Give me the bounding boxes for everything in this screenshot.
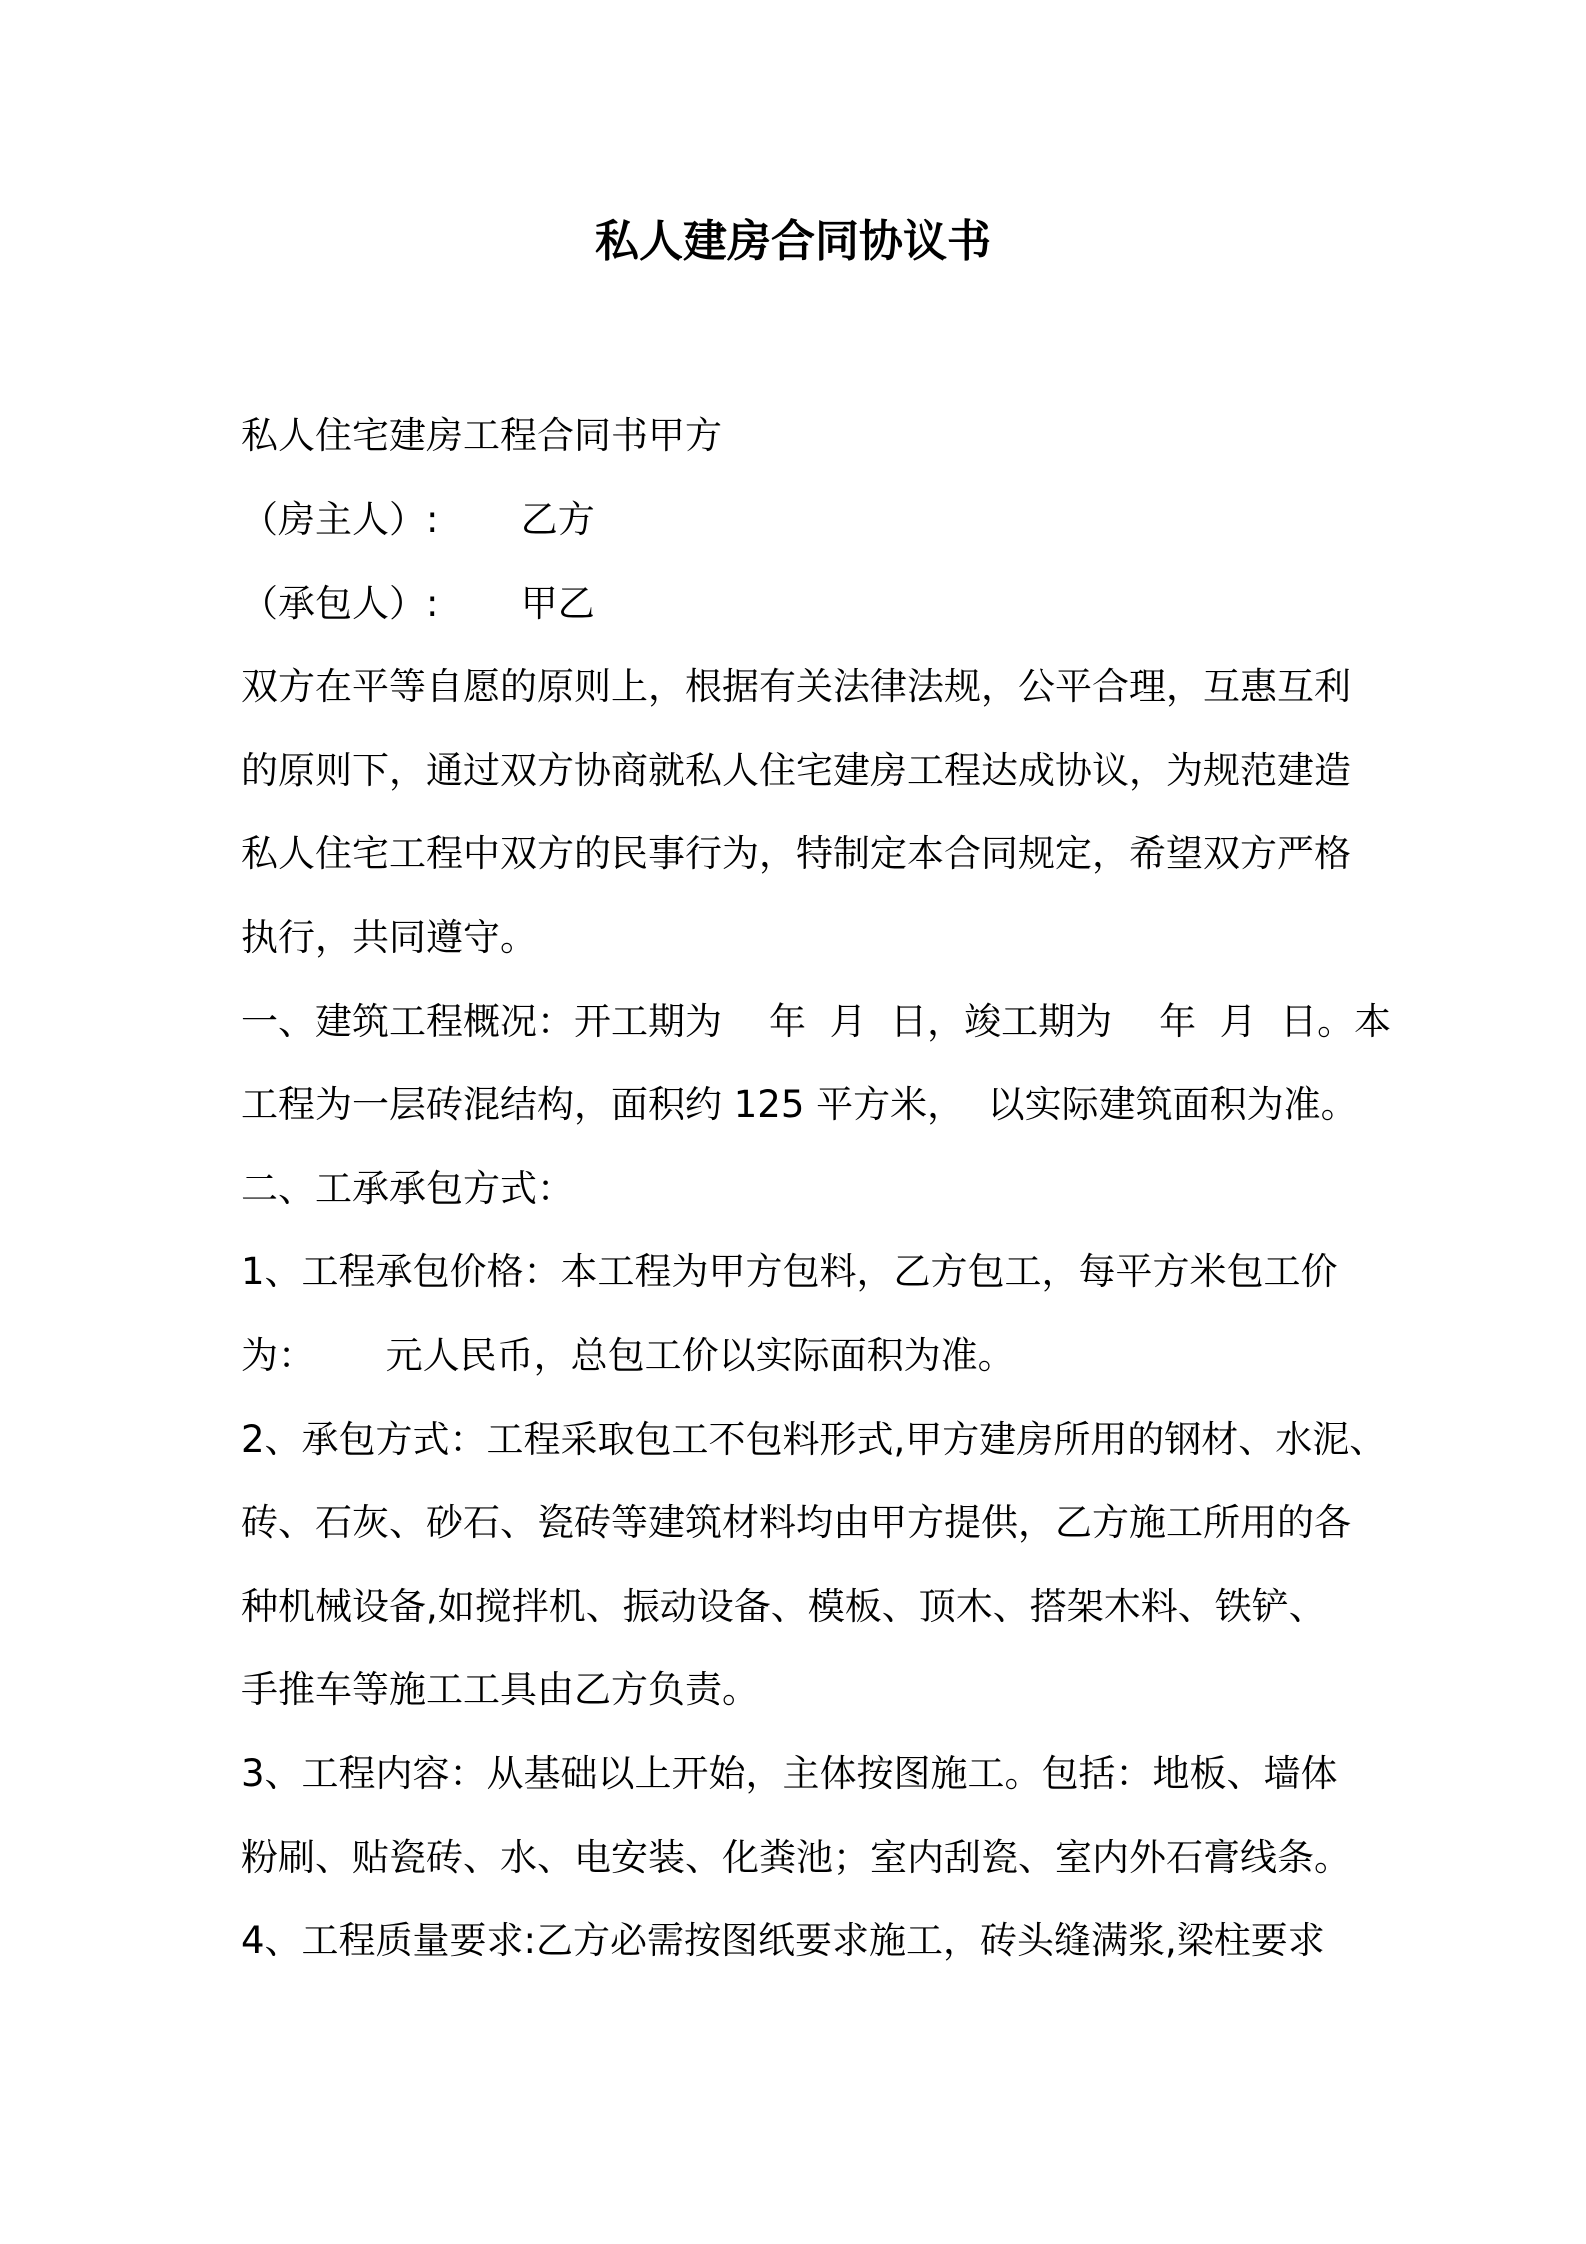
text-line: 执行，共同遵守。 xyxy=(241,916,537,959)
text-line: 为： 元人民币，总包工价以实际面积为准。 xyxy=(241,1334,1015,1377)
text-line: （房主人）: 乙方 xyxy=(241,498,595,541)
text-line: 粉刷、贴瓷砖、水、电安装、化粪池；室内刮瓷、室内外石膏线条。 xyxy=(241,1836,1351,1879)
text-line: 二、工承承包方式： xyxy=(241,1167,574,1210)
text-line: 4、工程质量要求:乙方必需按图纸要求施工，砖头缝满浆,梁柱要求 xyxy=(241,1919,1325,1962)
text-line: 1、工程承包价格：本工程为甲方包料，乙方包工，每平方米包工价 xyxy=(241,1250,1338,1293)
text-line: 私人住宅工程中双方的民事行为，特制定本合同规定，希望双方严格 xyxy=(241,832,1351,875)
text-line: （承包人）: 甲乙 xyxy=(241,582,595,625)
text-line: 双方在平等自愿的原则上，根据有关法律法规，公平合理，互惠互利 xyxy=(241,665,1351,708)
text-line: 3、工程内容：从基础以上开始，主体按图施工。包括：地板、墙体 xyxy=(241,1752,1338,1795)
text-line: 私人住宅建房工程合同书甲方 xyxy=(241,414,722,457)
text-line: 工程为一层砖混结构，面积约 125 平方米， 以实际建筑面积为准。 xyxy=(241,1083,1358,1126)
text-line: 的原则下，通过双方协商就私人住宅建房工程达成协议，为规范建造 xyxy=(241,749,1351,792)
text-line: 2、承包方式：工程采取包工不包料形式,甲方建房所用的钢材、水泥、 xyxy=(241,1418,1387,1461)
text-line: 种机械设备,如搅拌机、振动设备、模板、顶木、搭架木料、铁铲、 xyxy=(241,1585,1326,1628)
document-title: 私人建房合同协议书 xyxy=(595,216,991,267)
text-line: 手推车等施工工具由乙方负责。 xyxy=(241,1668,759,1711)
text-line: 一、建筑工程概况：开工期为 年 月 日，竣工期为 年 月 日。本 xyxy=(241,1000,1392,1043)
text-line: 砖、石灰、砂石、瓷砖等建筑材料均由甲方提供，乙方施工所用的各 xyxy=(241,1501,1351,1544)
